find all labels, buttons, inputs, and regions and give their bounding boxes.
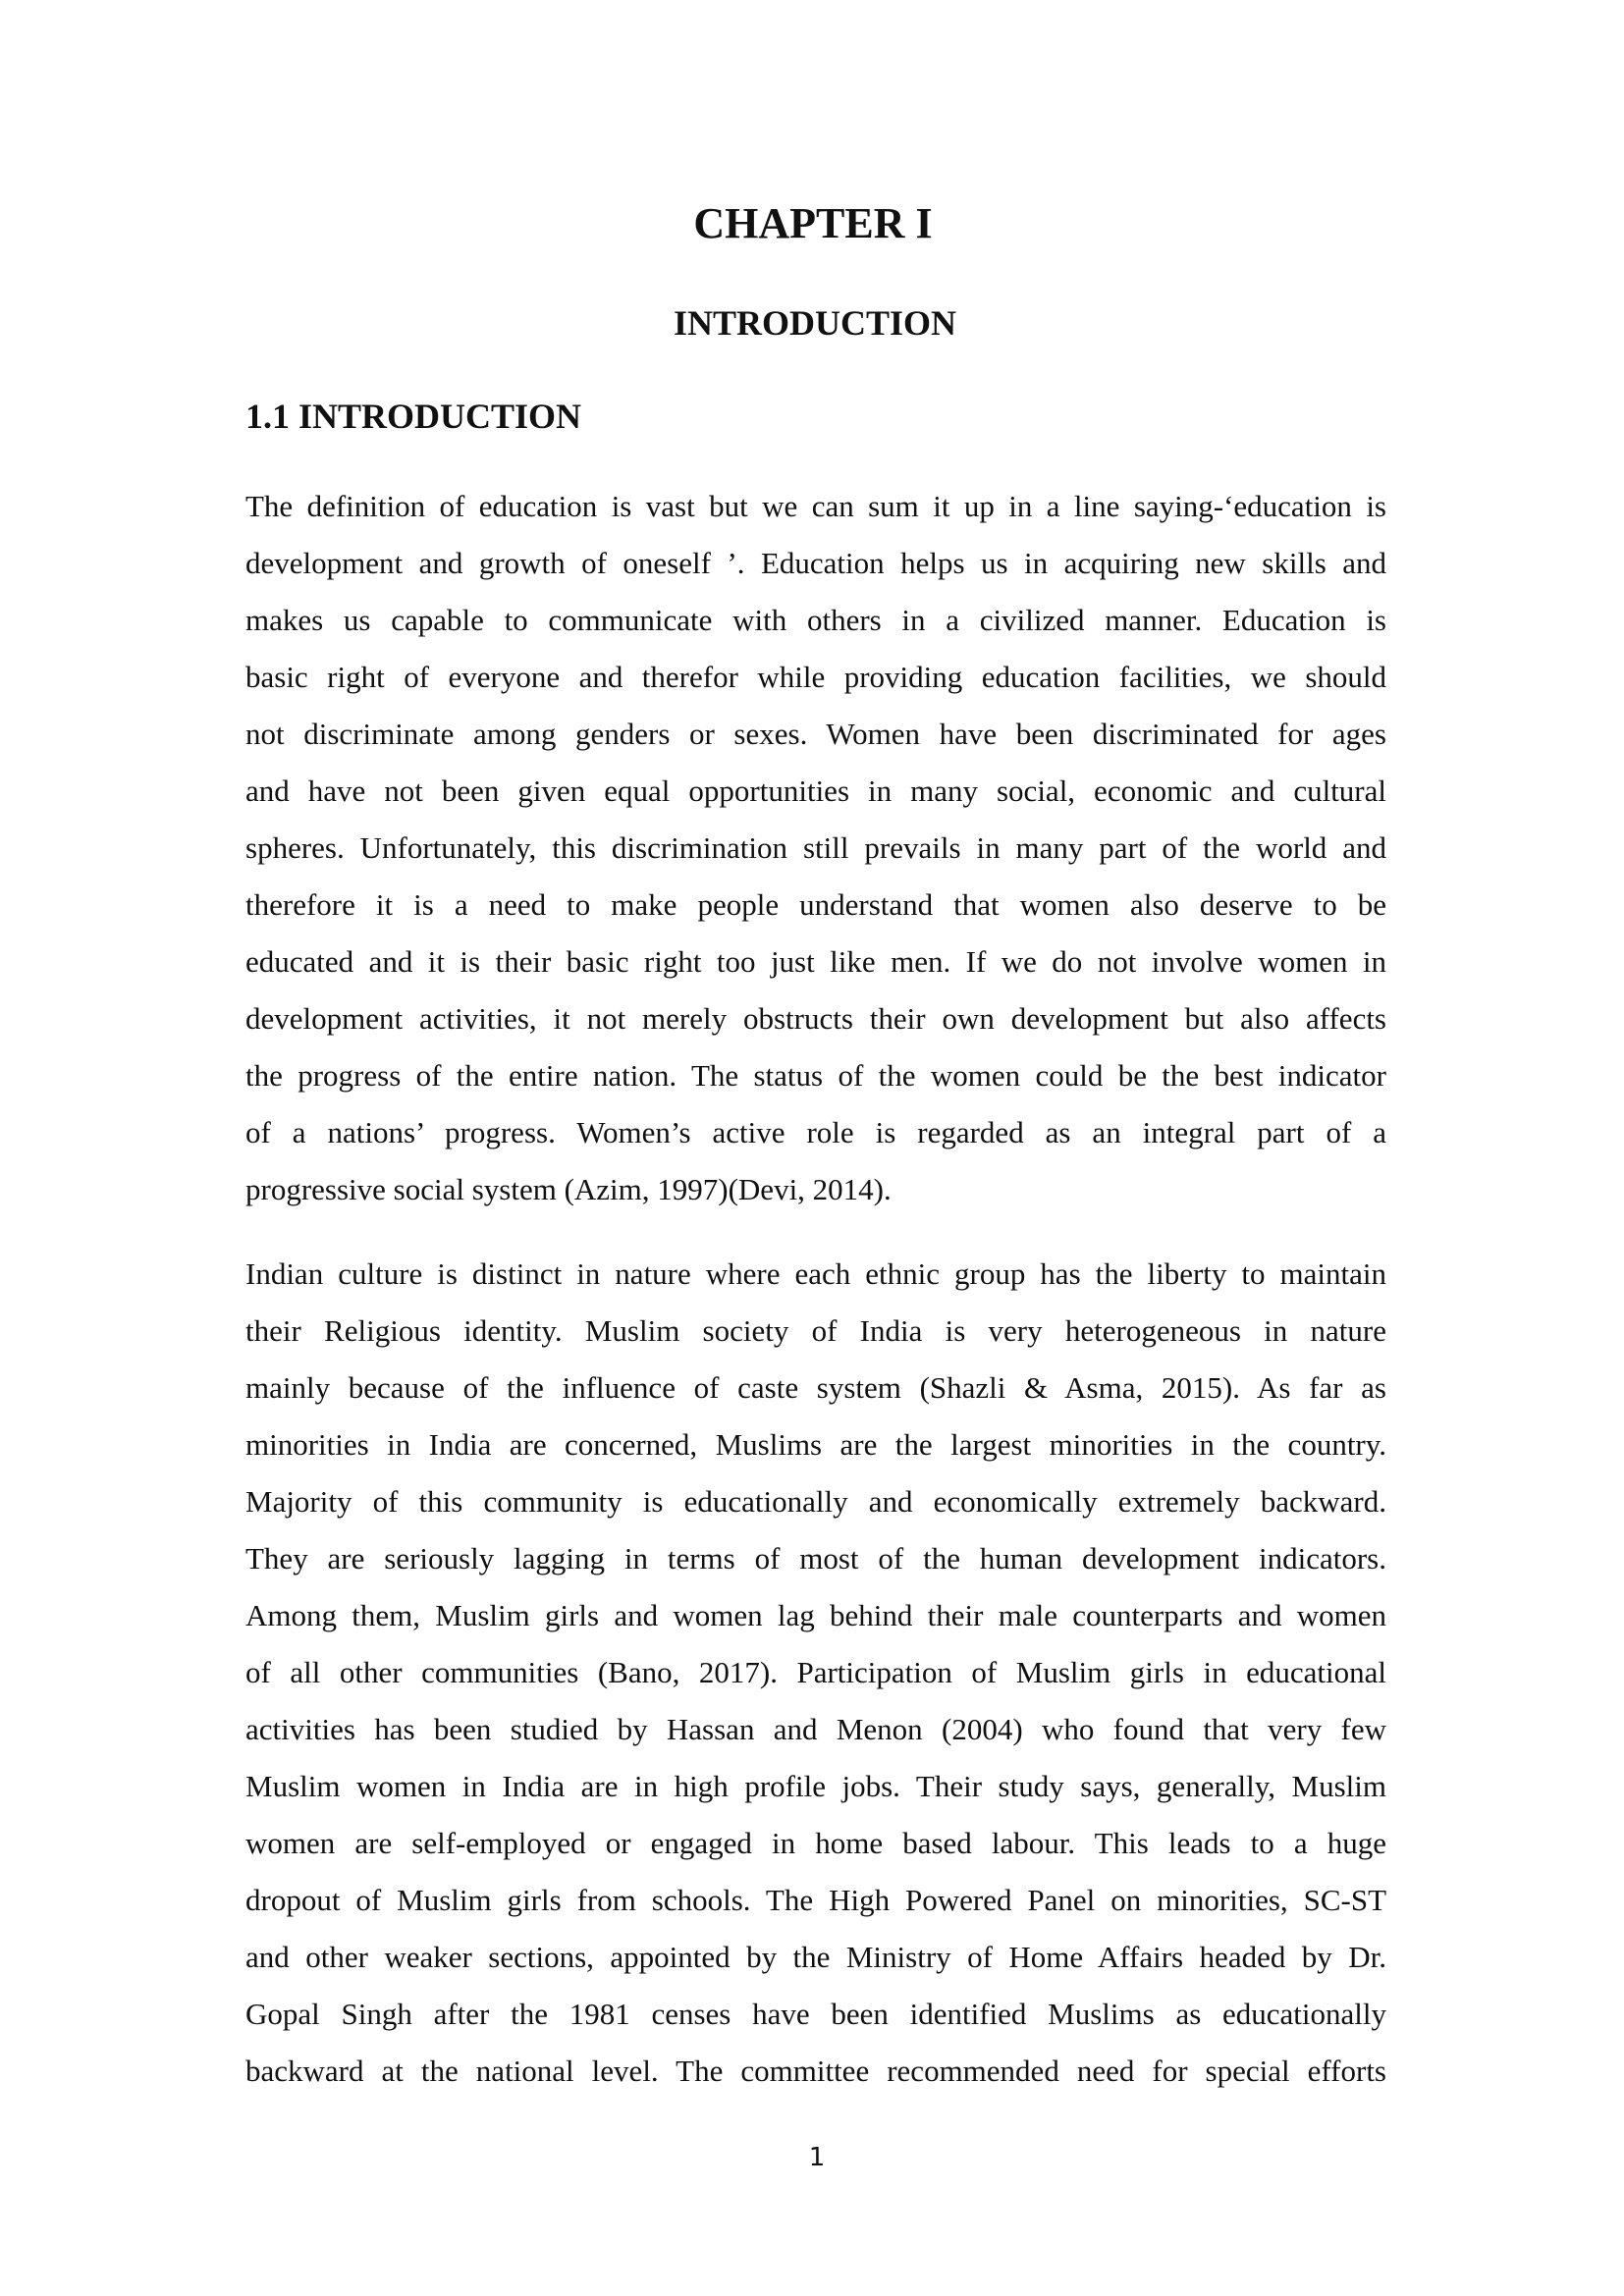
paragraph-line: dropout of Muslim girls from schools. The High Powered Panel on minorities, SC-ST — [245, 1883, 1386, 1917]
chapter-title-text: CHAPTER I — [693, 199, 933, 247]
section-heading: 1.1 INTRODUCTION — [245, 397, 582, 436]
paragraph-line: mainly because of the influence of caste system (Shazli & Asma, 2015). As far as — [245, 1370, 1386, 1405]
paragraph-1 — [245, 478, 1386, 1218]
page-number-text: 1 — [808, 2143, 826, 2172]
paragraph-line: activities has been studied by Hassan and Menon (2004) who found that very few — [245, 1712, 1386, 1746]
paragraph-line: makes us capable to communicate with others in a civilized manner. Education is — [245, 603, 1386, 637]
paragraph-line: therefore it is a need to make people understand that women also deserve to be — [245, 887, 1386, 922]
paragraph-line: spheres. Unfortunately, this discrimination still prevails in many part of the world and — [245, 830, 1386, 865]
paragraph-line: They are seriously lagging in terms of most of the human development indicators. — [245, 1541, 1386, 1575]
paragraph-line: their Religious identity. Muslim society of India is very heterogeneous in nature — [245, 1313, 1386, 1348]
chapter-subtitle — [0, 300, 1624, 346]
paragraph-line: Majority of this community is educationally and economically extremely backward. — [245, 1484, 1386, 1519]
chapter-title — [0, 196, 1624, 251]
paragraph-line: backward at the national level. The committee recommended need for special efforts — [245, 2054, 1386, 2088]
paragraph-line: and other weaker sections, appointed by the Ministry of Home Affairs headed by Dr. — [245, 1940, 1386, 1974]
chapter-subtitle-text: INTRODUCTION — [673, 303, 957, 343]
paragraph-line: and have not been given equal opportunities in many social, economic and cultural — [245, 774, 1386, 808]
paragraph-line: of a nations’ progress. Women’s active role is regarded as an integral part of a — [245, 1115, 1386, 1149]
paragraph-line: educated and it is their basic right too just like men. If we do not involve women in — [245, 944, 1386, 979]
paragraph-line: Among them, Muslim girls and women lag behind their male counterparts and women — [245, 1598, 1386, 1632]
paragraph-line: basic right of everyone and therefor while providing education facilities, we should — [245, 660, 1386, 694]
paragraph-line: development activities, it not merely obstructs their own development but also affects — [245, 1001, 1386, 1036]
page-number — [0, 2141, 1624, 2174]
paragraph-2 — [245, 1246, 1386, 2100]
paragraph-line: not discriminate among genders or sexes. Women have been discriminated for ages — [245, 717, 1386, 751]
paragraph-line: Indian culture is distinct in nature where each ethnic group has the liberty to maintain — [245, 1256, 1386, 1291]
paragraph-line: The definition of education is vast but we can sum it up in a line saying-‘education is — [245, 489, 1386, 523]
paragraph-line: progressive social system (Azim, 1997)(Devi, 2014). — [245, 1172, 892, 1206]
paragraph-line: Gopal Singh after the 1981 censes have been identified Muslims as educationally — [245, 1997, 1386, 2031]
paragraph-line: Muslim women in India are in high profile jobs. Their study says, generally, Muslim — [245, 1769, 1386, 1803]
paragraph-line: women are self-employed or engaged in home based labour. This leads to a huge — [245, 1826, 1386, 1860]
paragraph-line: minorities in India are concerned, Muslims are the largest minorities in the country. — [245, 1427, 1386, 1462]
paragraph-line: the progress of the entire nation. The status of the women could be the best indicator — [245, 1058, 1386, 1093]
paragraph-line: development and growth of oneself ’. Education helps us in acquiring new skills and — [245, 546, 1386, 580]
paragraph-line: of all other communities (Bano, 2017). Participation of Muslim girls in educational — [245, 1655, 1386, 1689]
